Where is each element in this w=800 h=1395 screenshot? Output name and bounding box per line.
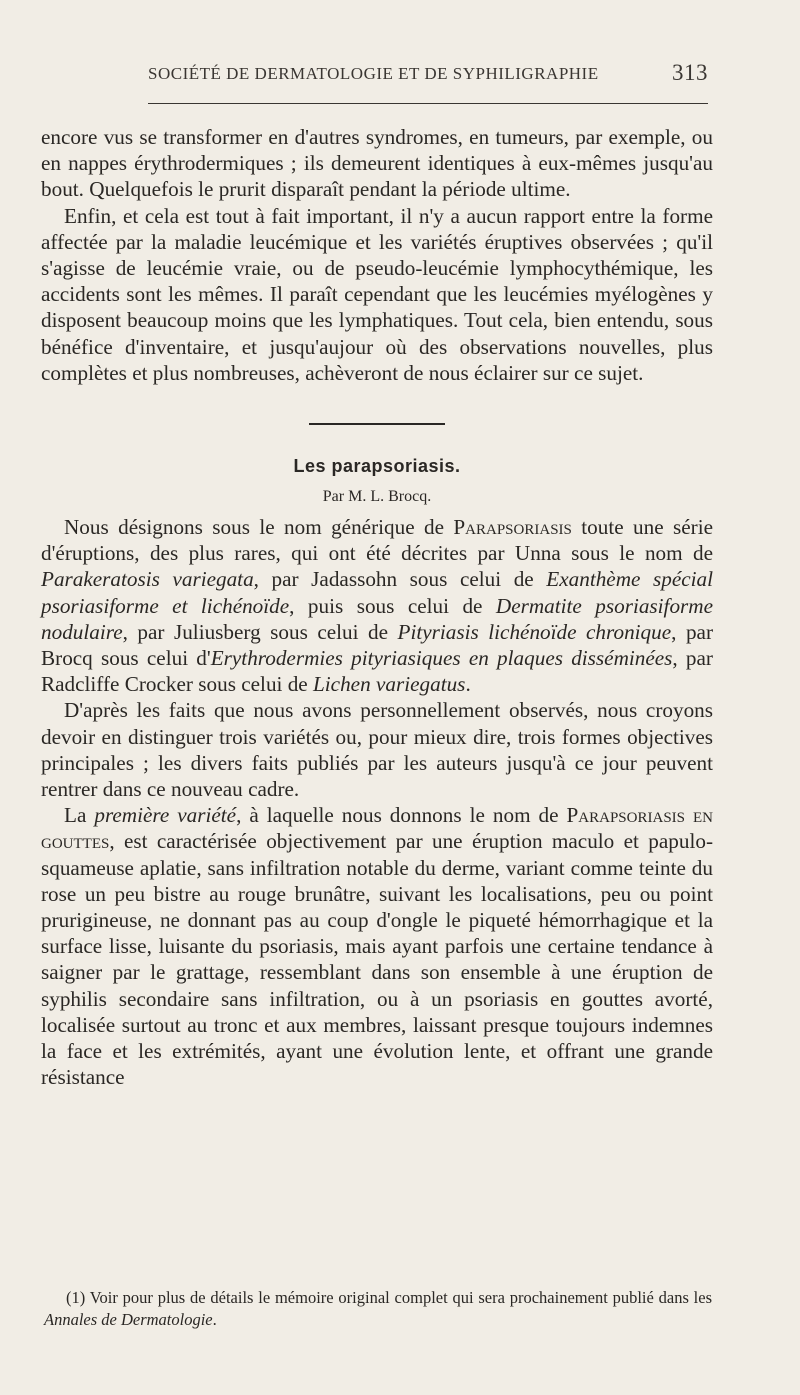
- term-parapsoriasis-en-gouttes: Parapsoriasis en gouttes: [41, 803, 713, 854]
- header-rule: [148, 103, 708, 104]
- section-separator: [309, 423, 445, 425]
- italic-term: Erythrodermies pityriasiques en plaques disséminées: [210, 646, 673, 671]
- footnote: (1) Voir pour plus de détails le mémoire original complet qui sera prochainement publié dans les Annales de Dermatologie.: [44, 1288, 712, 1329]
- paragraph-continued: encore vus se transformer en d'autres syndromes, en tumeurs, par exemple, ou en nappes érythrodermiques ; ils demeurent identiques à eux-mêmes jusqu'au bout. Quelquefois le prurit disparaît pendant la période ultime.: [41, 125, 713, 202]
- term-parapsoriasis: Parapsoriasis: [453, 515, 572, 540]
- section-byline: Par M. L. Brocq.: [322, 488, 432, 506]
- paragraph-first-variety: La première variété, à laquelle nous donnons le nom de Parapsoriasis en gouttes, est caractérisée objectivement par une éruption maculo et papulo-squameuse aplatie, sans infiltration notable du derme, variant comme teinte du rose un peu bistre au rouge brunâtre, suivant les localisations, peu ou point prurigineuse, ne donnant pas au coup d'ongle le piqueté hémorrhagique et la surface lisse, luisante du psoriasis, mais ayant parfois une certaine tendance à saigner par le grattage, ressemblant dans son ensemble à une éruption de syphilis secondaire sans infiltration, ou à un psoriasis en gouttes avorté, localisée surtout au tronc et aux membres, laissant presque toujours indemnes la face et les extrémités, ayant une évolution lente, et offrant une grande résistance: [41, 803, 713, 1090]
- italic-journal: Annales de Dermatologie: [44, 1310, 213, 1329]
- italic-term: Lichen variegatus: [313, 672, 466, 697]
- italic-term: première variété: [94, 803, 237, 828]
- italic-term: Exanthème spécial psoriasiforme et lichénoïde: [41, 567, 713, 618]
- paragraph-definition: Nous désignons sous le nom générique de Parapsoriasis toute une série d'éruptions, des plus rares, qui ont été décrites par Unna sous le nom de Parakeratosis variegata, par Jadassohn sous celui de Exanthème spécial psoriasiforme et lichénoïde, puis sous celui de Dermatite psoriasiforme nodulaire, par Juliusberg sous celui de Pityriasis lichénoïde chronique, par Brocq sous celui d'Erythrodermies pityriasiques en plaques disséminées, par Radcliffe Crocker sous celui de Lichen variegatus.: [41, 515, 714, 697]
- italic-term: Pityriasis lichénoïde chronique: [397, 619, 672, 644]
- paragraph-varieties: D'après les faits que nous avons personnellement observés, nous croyons devoir en distinguer trois variétés ou, pour mieux dire, trois formes objectives principales ; les divers faits publiés par les auteurs jusqu'à ce jour peuvent rentrer dans ce nouveau cadre.: [41, 698, 713, 802]
- section-title: Les parapsoriasis.: [293, 456, 461, 477]
- page-number: 313: [672, 60, 708, 85]
- paragraph-leucemie: Enfin, et cela est tout à fait important, il n'y a aucun rapport entre la forme affectée par la maladie leucémique et les variétés éruptives observées ; qu'il s'agisse de leucémie vraie, ou de pseudo-leucémie lymphocythémique, les accidents sont les mêmes. Il paraît cependant que les leucémies myélogènes y disposent beaucoup moins que les lymphatiques. Tout cela, bien entendu, sous bénéfice d'inventaire, et jusqu'aujour où des observations nouvelles, plus complètes et plus nombreuses, achèveront de nous éclairer sur ce sujet.: [41, 203, 713, 385]
- running-title: SOCIÉTÉ DE DERMATOLOGIE ET DE SYPHILIGRAPHIE: [148, 64, 599, 83]
- body-text: [41, 124, 713, 1091]
- italic-term: Parakeratosis variegata: [41, 567, 254, 592]
- italic-term: Dermatite psoriasiforme nodulaire: [41, 593, 713, 644]
- running-head: [148, 60, 708, 94]
